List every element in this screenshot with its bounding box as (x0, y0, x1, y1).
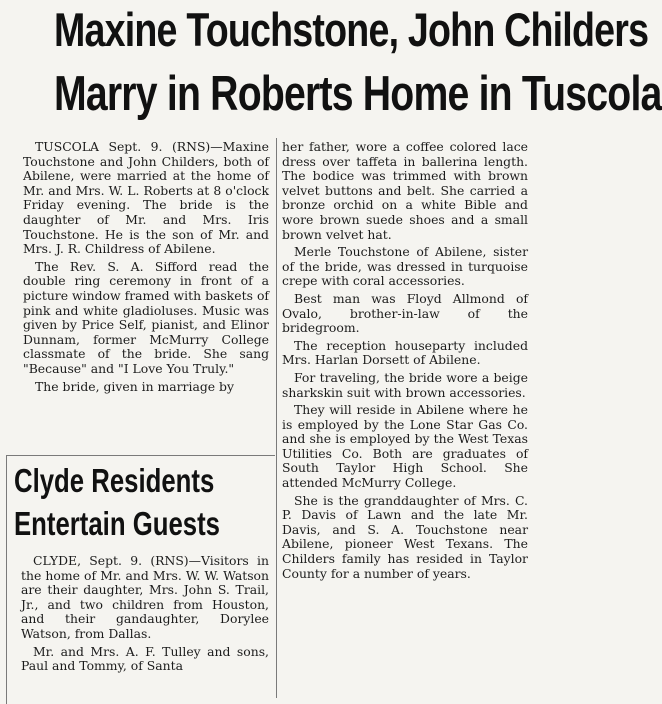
headline-line-2: Marry in Roberts Home in Tuscola (54, 67, 662, 121)
sidebar-headline-line-1: Clyde Residents (14, 462, 215, 499)
story-paragraph: They will reside in Abilene where he is employed by the Lone Star Gas Co. and she is employed by the West Texas Utilities Co. Both are graduates of South Taylor High School. She attended McMurry College. (282, 402, 528, 491)
story-paragraph: Merle Touchstone of Abilene, sister of the bride, was dressed in turquoise crepe with coral accessories. (282, 244, 528, 289)
column-divider (276, 138, 277, 698)
story-paragraph: Mr. and Mrs. A. F. Tulley and sons, Paul and Tommy, of Santa (21, 643, 269, 674)
story-paragraph: For traveling, the bride wore a beige sharkskin suit with brown accessories. (282, 369, 528, 400)
story-paragraph: The bride, given in marriage by (35, 378, 234, 394)
story-paragraph: The reception houseparty included Mrs. Harlan Dorsett of Abilene. (282, 337, 528, 368)
story-left-column (23, 140, 269, 397)
story-right-column (282, 140, 528, 584)
headline-line-1: Maxine Touchstone, John Childers (54, 3, 649, 56)
story-paragraph: She is the granddaughter of Mrs. C. P. Davis of Lawn and the late Mr. Davis, and S. A. Touchstone near Abilene, pioneer West Texans. The Childers family has resided in Taylor County for a number of years. (282, 492, 528, 581)
story-paragraph: CLYDE, Sept. 9. (RNS)—Visitors in the home of Mr. and Mrs. W. W. Watson are their daughter, Mrs. John S. Trail, Jr., and two children from Houston, and their gandaughter, Dorylee Watson, from Dallas. (21, 553, 269, 641)
story-paragraph: Best man was Floyd Allmond of Ovalo, brother-in-law of the bridegroom. (282, 290, 528, 336)
sidebar-headline-line-2: Entertain Guests (14, 505, 220, 542)
story-paragraph: her father, wore a coffee colored lace dress over taffeta in ballerina length. The bodice was trimmed with brown velvet buttons and belt. She carried a bronze orchid on a white Bible and wore brown suede shoes and a small brown velvet hat. (282, 139, 528, 242)
story-paragraph: The Rev. S. A. Sifford read the double ring ceremony in front of a picture window framed with baskets of pink and white gladioluses. Music was given by Price Self, pianist, and Elinor Dunnam, former McMurry College classmate of the bride. She sang "Because" and "I Love You Truly." (23, 258, 269, 376)
sidebar-story-body (21, 554, 269, 677)
story-paragraph: TUSCOLA Sept. 9. (RNS)—Maxine Touchstone and John Childers, both of Abilene, were married at the home of Mr. and Mrs. W. L. Roberts at 8 o'clock Friday evening. The bride is the daughter of Mr. and Mrs. Iris Touchstone. He is the son of Mr. and Mrs. J. R. Childress of Abilene. (23, 139, 269, 257)
